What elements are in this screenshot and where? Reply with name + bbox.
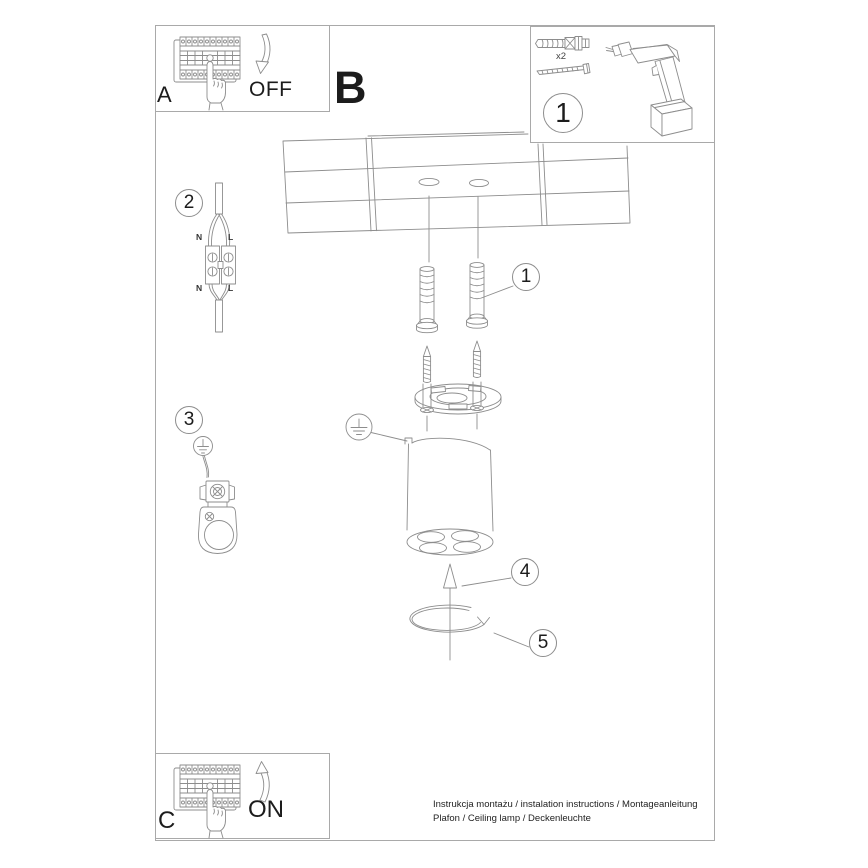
wall-plug-icon	[536, 37, 590, 51]
screw-icon	[537, 64, 590, 75]
step-badge-anchor: 1	[512, 263, 540, 291]
panel-c-label: C	[158, 807, 176, 834]
breaker-panel-off-icon	[174, 37, 240, 110]
step-badge-ground: 3	[175, 406, 203, 434]
panel-a-label: A	[157, 82, 172, 107]
footer-product-line: Plafon / Ceiling lamp / Deckenleuchte	[433, 813, 591, 824]
screw-left-icon	[423, 346, 430, 383]
ceiling-panel	[283, 132, 630, 233]
panel-a-action-label: OFF	[249, 78, 293, 101]
wire-label-l-top: L	[228, 232, 234, 242]
panel-c-action-label: ON	[248, 796, 284, 823]
ground-assembly-icon	[194, 437, 238, 554]
screw-right-icon	[473, 341, 480, 378]
wiring-diagram-icon	[206, 183, 236, 332]
arrow-down-icon	[256, 34, 270, 74]
wall-plug-left-icon	[417, 267, 438, 333]
step-badge-wiring: 2	[175, 189, 203, 217]
leader-step1	[484, 286, 513, 297]
ground-symbol-icon	[346, 414, 407, 441]
wire-label-l-bottom: L	[228, 283, 234, 293]
plug-quantity-label: x2	[556, 51, 567, 62]
arrow-up-icon	[444, 564, 457, 660]
footer-title-line: Instrukcja montażu / instalation instructions / Montageanleitung	[433, 799, 698, 810]
step-badge-mount: 4	[511, 558, 539, 586]
leader-step5	[494, 633, 529, 647]
lamp-body-icon	[405, 438, 493, 555]
leader-step4	[462, 578, 511, 586]
mounting-bracket-icon	[415, 382, 501, 431]
wall-plug-right-icon	[467, 263, 488, 329]
panel-b-label: B	[334, 62, 367, 113]
drill-icon	[606, 42, 692, 136]
step-badge-ring: 5	[529, 629, 557, 657]
step-badge-tools: 1	[543, 93, 583, 133]
wire-label-n-top: N	[196, 232, 203, 242]
wire-label-n-bottom: N	[196, 283, 203, 293]
breaker-panel-on-icon	[174, 765, 240, 838]
